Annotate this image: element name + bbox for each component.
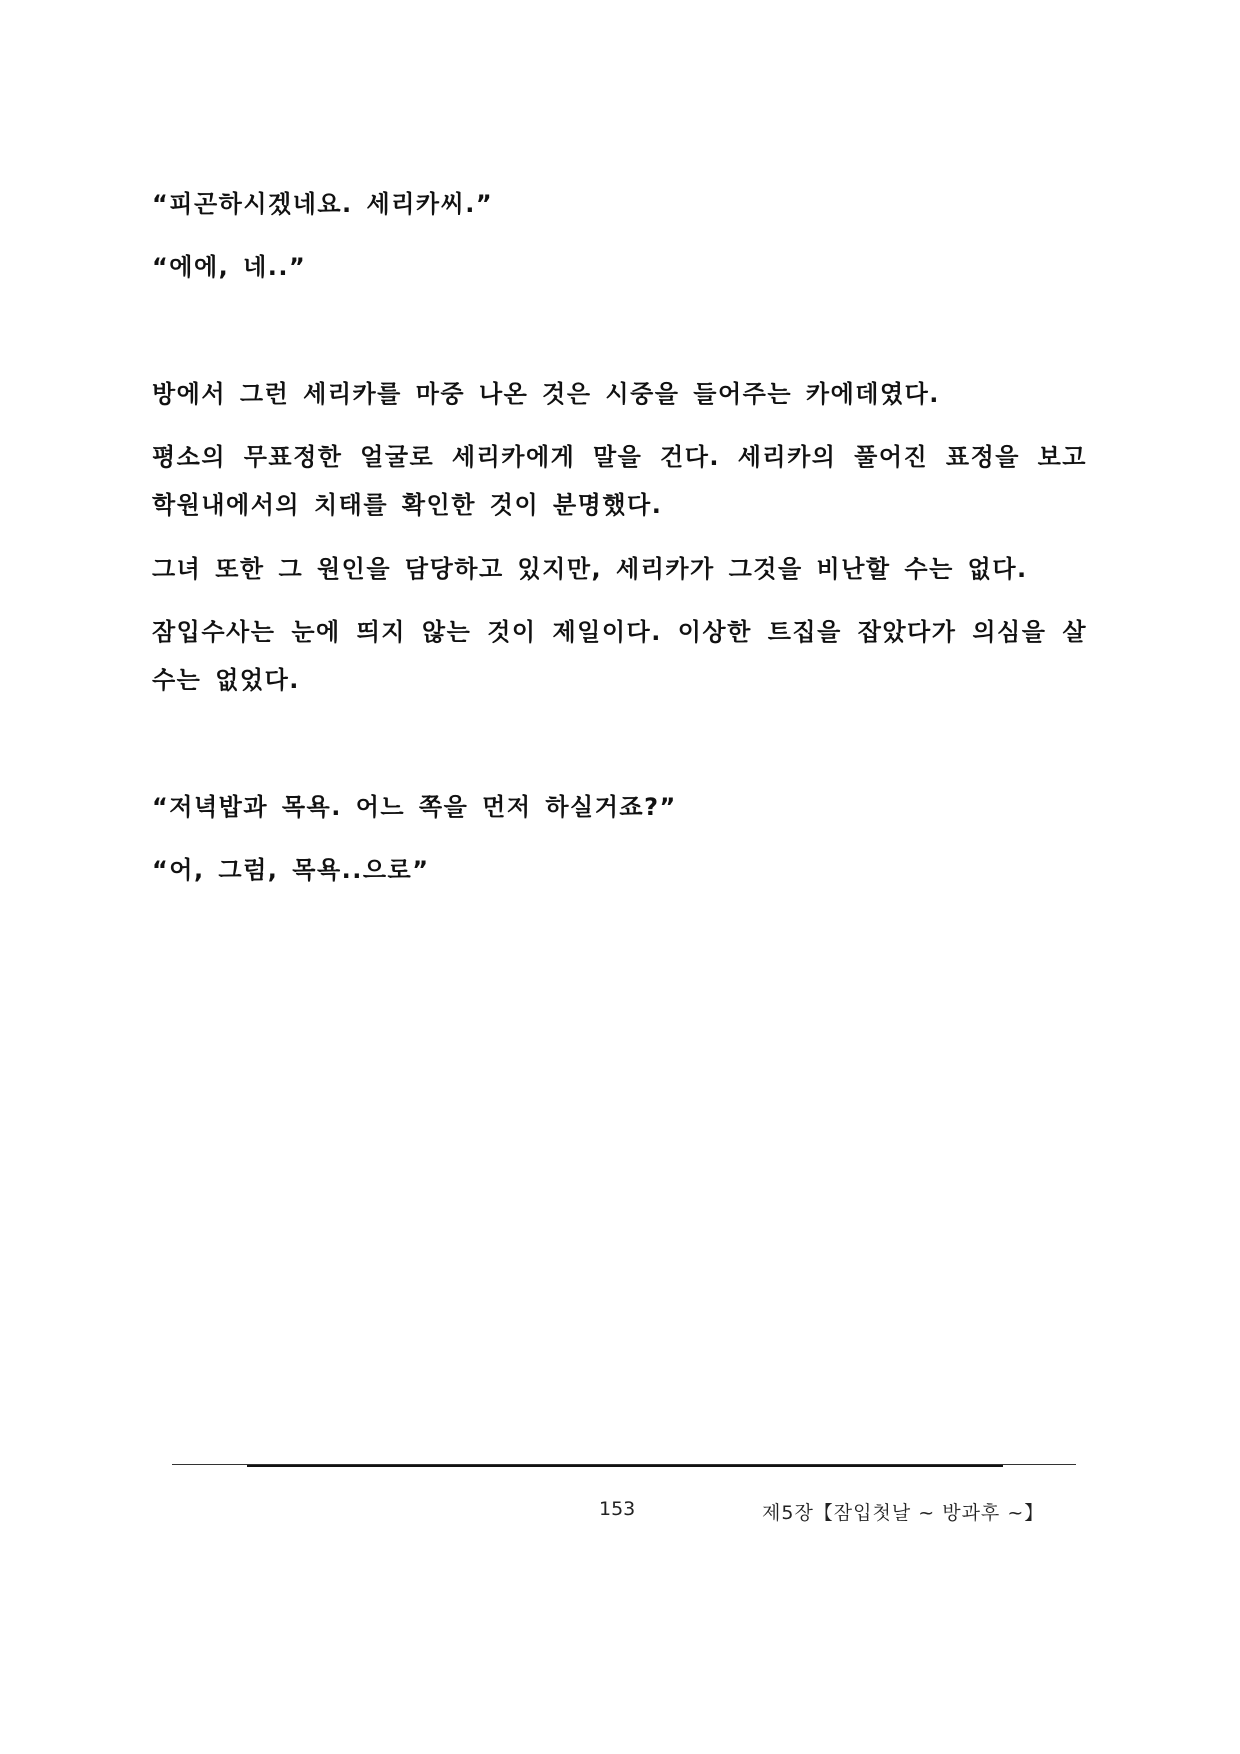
narration-paragraph: 방에서 그런 세리카를 마중 나온 것은 시중을 들어주는 카에데였다. [152, 380, 940, 408]
page-number: 153 [599, 1498, 636, 1520]
dialogue-line: “어, 그럼, 목욕..으로” [152, 856, 430, 884]
dialogue-line: “저녁밥과 목욕. 어느 쪽을 먼저 하실거죠?” [152, 793, 677, 821]
footer-rule-thick [247, 1465, 1003, 1467]
narration-paragraph: 잠입수사는 눈에 띄지 않는 것이 제일이다. 이상한 트집을 잡았다가 의심을 살 수는 없었다. [152, 618, 1087, 694]
narration-paragraph: 평소의 무표정한 얼굴로 세리카에게 말을 건다. 세리카의 풀어진 표정을 보고 학원내에서의 치태를 확인한 것이 분명했다. [152, 443, 1087, 519]
narration-paragraph: 그녀 또한 그 원인을 담당하고 있지만, 세리카가 그것을 비난할 수는 없다. [152, 555, 1028, 583]
dialogue-line: “피곤하시겠네요. 세리카씨.” [152, 190, 494, 218]
dialogue-line: “에에, 네..” [152, 253, 307, 281]
chapter-title: 제5장【잠입첫날 ~ 방과후 ~】 [762, 1502, 1045, 1524]
